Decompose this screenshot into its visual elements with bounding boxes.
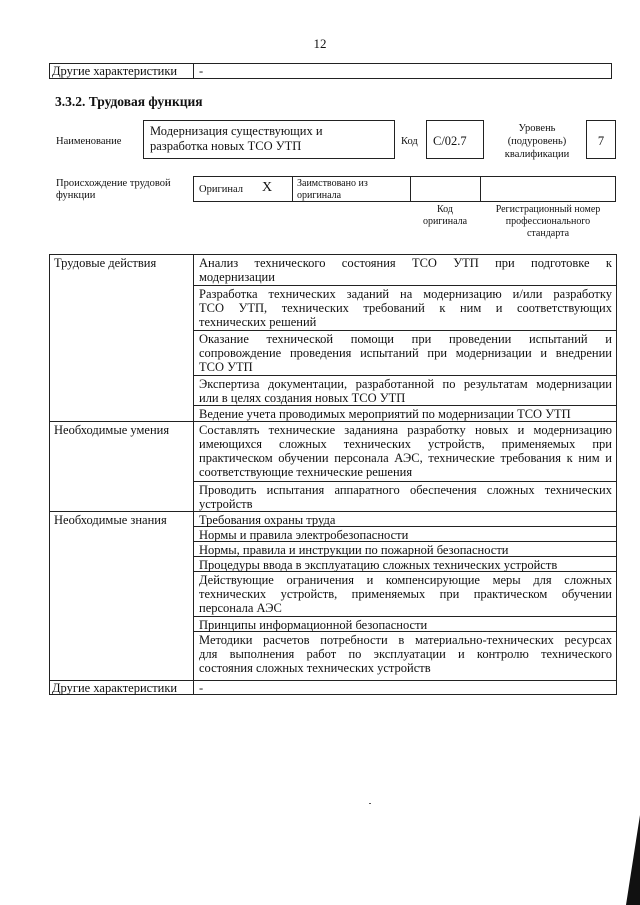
actions-label: Трудовые действия xyxy=(54,256,157,270)
knowledge-item: Действующие ограничения и компенсирующие меры для сложных технических устройств, применяемых при практическом обучении персонала АЭС xyxy=(199,573,612,615)
knowledge-label: Необходимые знания xyxy=(54,513,167,527)
name-value-line2: разработка новых ТСО УТП xyxy=(150,139,302,153)
level-label-line3: квалификации xyxy=(504,149,570,160)
skill-item: Составлять технические заданияна разработку новых и модернизацию имеющихся сложных технических устройств, применяемых при практическом обучении персонала АЭС, технические требования к ним и соответствующие технические решения xyxy=(199,423,612,479)
name-label: Наименование xyxy=(56,136,122,147)
top-other-value: - xyxy=(199,64,204,78)
knowledge-item: Требования охраны труда xyxy=(199,513,336,527)
skill-item: Проводить испытания аппаратного обеспечения сложных технических устройств xyxy=(199,483,612,511)
level-label-line1: Уровень xyxy=(518,123,556,134)
action-item: Анализ технического состояния ТСО УТП при подготовке к модернизации xyxy=(199,256,612,284)
level-value: 7 xyxy=(597,134,605,148)
action-item: Разработка технических заданий на модернизацию и/или разработку ТСО УТП, технических требований к ним и соответствующих технических решений xyxy=(199,287,612,329)
code-caption-line2: оригинала xyxy=(422,216,468,227)
knowledge-item: Нормы и правила электробезопасности xyxy=(199,528,409,542)
knowledge-item: Процедуры ввода в эксплуатацию сложных технических устройств xyxy=(199,558,558,572)
code-value: С/02.7 xyxy=(433,134,467,148)
knowledge-item: Методики расчетов потребности в материально-технических ресурсах для выполнения работ по эксплуатации и контролю технического состояния сложных технических устройств xyxy=(199,633,612,675)
code-caption-line1: Код xyxy=(437,204,453,215)
skills-label: Необходимые умения xyxy=(54,423,170,437)
reg-caption-line3: стандарта xyxy=(526,228,570,239)
scan-dot xyxy=(369,803,371,804)
level-label-line2: (подуровень) xyxy=(507,136,567,147)
borrowed-label-line2: оригинала xyxy=(297,190,342,201)
other-label: Другие характеристики xyxy=(52,681,178,695)
reg-caption-line1: Регистрационный номер xyxy=(495,204,601,215)
scan-corner-mark xyxy=(626,815,640,905)
section-title: 3.3.2. Трудовая функция xyxy=(55,94,203,109)
borrowed-label-line1: Заимствовано из xyxy=(297,178,368,189)
other-value: - xyxy=(199,681,204,695)
original-label: Оригинал xyxy=(199,184,243,195)
origin-label-line2: функции xyxy=(56,190,96,201)
origin-label-line1: Происхождение трудовой xyxy=(56,178,171,189)
action-item: Ведение учета проводимых мероприятий по модернизации ТСО УТП xyxy=(199,407,571,421)
reg-caption-line2: профессионального xyxy=(505,216,591,227)
page-number: 12 xyxy=(313,36,327,51)
code-label: Код xyxy=(401,136,418,147)
knowledge-item: Нормы, правила и инструкции по пожарной безопасности xyxy=(199,543,509,557)
action-item: Экспертиза документации, разработанной по результатам модернизации или в целях создания новых ТСО УТП xyxy=(199,377,612,405)
original-mark: X xyxy=(262,180,273,195)
action-item: Оказание технической помощи при проведении испытаний и сопровождение проведения испытаний при модернизации и внедрении ТСО УТП xyxy=(199,332,612,374)
knowledge-item: Принципы информационной безопасности xyxy=(199,618,428,632)
name-value-line1: Модернизация существующих и xyxy=(150,124,323,138)
top-other-label: Другие характеристики xyxy=(52,64,178,78)
